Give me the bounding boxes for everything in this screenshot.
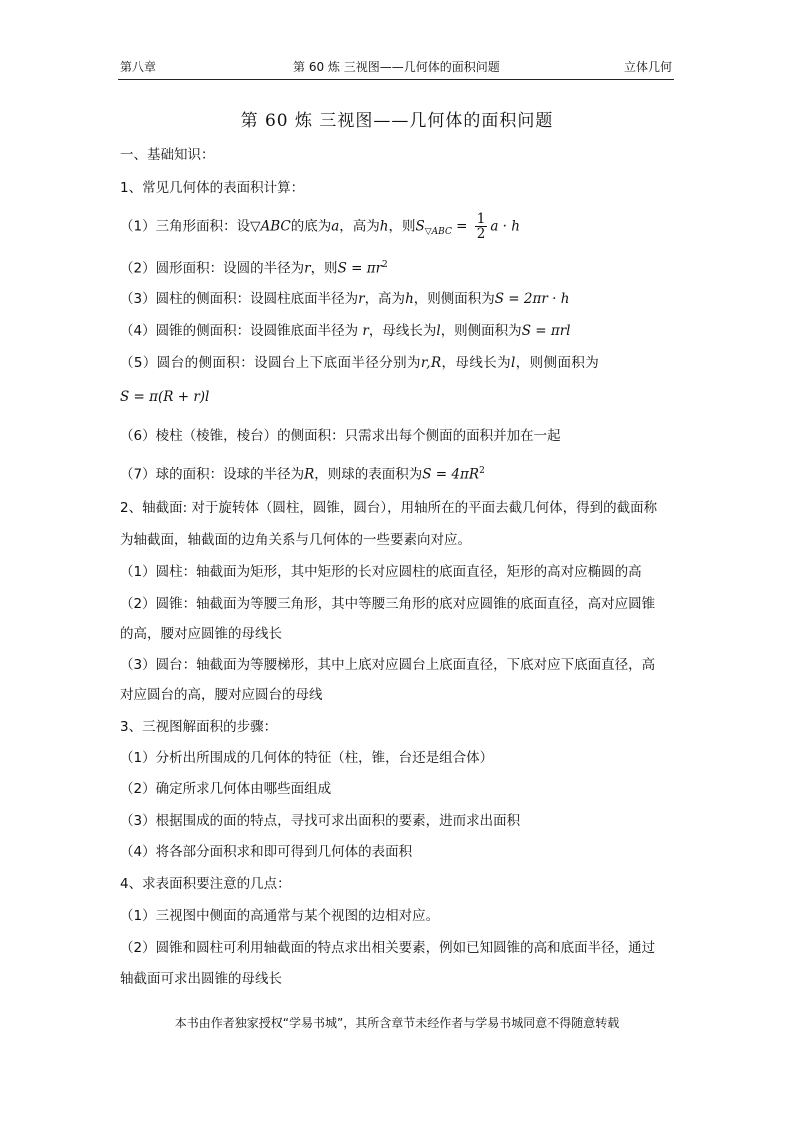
step-item: （4）将各部分面积求和即可得到几何体的表面积 xyxy=(120,844,413,860)
math-h: h xyxy=(379,218,389,235)
math-cylinder-formula: 2πr · h xyxy=(523,291,570,307)
step-item: （1）分析出所围成的几何体的特征（柱，锥，台还是组合体） xyxy=(120,750,494,766)
header-lesson: 第 60 炼 三视图——几何体的面积问题 xyxy=(293,60,500,74)
text: （4）圆锥的侧面积：设圆锥底面半径为 xyxy=(120,323,359,339)
subsection-surface-area: 1、常见几何体的表面积计算： xyxy=(120,180,305,196)
subsection-axial-section: 2、轴截面: 对于旋转体（圆柱，圆锥，圆台），用轴所在的平面去截几何体，得到的截面称 xyxy=(120,500,658,516)
math-h: h xyxy=(405,291,414,307)
item-frustum-lateral xyxy=(120,354,676,372)
item-cone-lateral xyxy=(120,322,676,340)
section-heading-basics: 一、基础知识： xyxy=(120,147,215,163)
math-S: S xyxy=(521,323,531,339)
item-sphere-area xyxy=(120,462,676,484)
math-radii: r,R xyxy=(420,355,442,371)
math-a-dot-h: a · h xyxy=(490,218,520,235)
math-equals: = xyxy=(504,291,524,307)
step-item: （2）确定所求几何体由哪些面组成 xyxy=(120,781,332,797)
text: （5）圆台的侧面积：设圆台上下底面半径分别为 xyxy=(120,355,421,371)
math-equals: = xyxy=(431,466,452,483)
item-frustum-formula xyxy=(120,388,676,406)
fraction-denominator: 2 xyxy=(476,226,486,242)
math-r: r xyxy=(362,323,369,339)
text: （7）球的面积：设球的半径为 xyxy=(120,466,305,483)
item-circle-area xyxy=(120,256,676,278)
item-prism-lateral: （6）棱柱（棱锥，棱台）的侧面积：只需求出每个侧面的面积并加在一起 xyxy=(120,428,561,444)
math-equals: = xyxy=(530,323,551,339)
paragraph-line: 为轴截面，轴截面的边角关系与几何体的一些要素向对应。 xyxy=(120,532,471,548)
math-circle-formula: πr xyxy=(366,260,383,277)
note-item: （1）三视图中侧面的高通常与某个视图的边相对应。 xyxy=(120,908,440,924)
math-cone-formula: πrl xyxy=(550,323,571,339)
header-subject: 立体几何 xyxy=(623,60,672,74)
math-l: l xyxy=(436,323,441,339)
math-triangle: ▽ABC xyxy=(250,218,291,235)
math-equals: = xyxy=(346,260,367,277)
math-S: S xyxy=(415,218,425,235)
note-item: （2）圆锥和圆柱可利用轴截面的特点求出相关要素，例如已知圆锥的高和底面半径，通过 xyxy=(120,940,656,956)
item-cone-axial: （2）圆锥：轴截面为等腰三角形，其中等腰三角形的底对应圆锥的底面直径，高对应圆锥 xyxy=(120,596,656,612)
subsection-notes: 4、求表面积要注意的几点： xyxy=(120,876,291,892)
header-divider xyxy=(118,79,674,80)
text: ，母线长为 xyxy=(368,323,437,339)
text: ，高为 xyxy=(339,218,380,235)
math-r: r xyxy=(358,291,365,307)
math-l: l xyxy=(511,355,516,371)
text: ，母线长为 xyxy=(441,355,512,371)
math-equals: = xyxy=(451,218,472,235)
text: ，则球的表面积为 xyxy=(314,466,423,483)
math-square: 2 xyxy=(382,260,388,270)
math-S: S xyxy=(422,466,432,483)
paragraph-line: 轴截面可求出圆锥的母线长 xyxy=(120,971,282,987)
text: ，则侧面积为 xyxy=(413,291,495,307)
math-fraction xyxy=(475,212,488,241)
text: ，高为 xyxy=(364,291,406,307)
header-chapter: 第八章 xyxy=(120,60,157,74)
text: （3）圆柱的侧面积：设圆柱底面半径为 xyxy=(120,291,359,307)
math-S: S xyxy=(337,260,347,277)
text: ，则 xyxy=(310,260,338,277)
text: （1）三角形面积：设 xyxy=(120,218,251,235)
copyright-footer: 本书由作者独家授权“学易书城”，其所含章节未经作者与学易书城同意不得随意转载 xyxy=(174,1016,620,1030)
step-item: （3）根据围成的面的特点，寻找可求出面积的要素，进而求出面积 xyxy=(120,813,521,829)
item-cylinder-lateral xyxy=(120,290,676,308)
math-square: 2 xyxy=(479,466,485,476)
subsection-steps: 3、三视图解面积的步骤： xyxy=(120,719,278,735)
page-title: 第 60 炼 三视图——几何体的面积问题 xyxy=(240,111,554,131)
paragraph-line: 对应圆台的高，腰对应圆台的母线 xyxy=(120,687,323,703)
math-sphere-formula: 4πR xyxy=(451,466,480,483)
text: 的底为 xyxy=(290,218,332,235)
text: ，则侧面积为 xyxy=(440,323,522,339)
math-r: r xyxy=(304,260,311,277)
text: ，则侧面积为 xyxy=(515,355,600,371)
item-triangle-area xyxy=(120,212,676,241)
item-cylinder-axial: （1）圆柱：轴截面为矩形，其中矩形的长对应圆柱的底面直径，矩形的高对应椭圆的高 xyxy=(120,564,642,580)
text: （2）圆形面积：设圆的半径为 xyxy=(120,260,305,277)
fraction-numerator: 1 xyxy=(476,211,486,227)
text: ，则 xyxy=(388,218,416,235)
math-R: R xyxy=(304,466,315,483)
paragraph-line: 的高，腰对应圆锥的母线长 xyxy=(120,626,282,642)
item-frustum-axial: （3）圆台：轴截面为等腰梯形，其中上底对应圆台上底面直径，下底对应下底面直径，高 xyxy=(120,657,656,673)
math-frustum-formula: S = π(R + r)l xyxy=(120,389,210,405)
math-subscript: ▽ABC xyxy=(424,227,452,238)
math-S: S xyxy=(494,291,505,307)
math-a: a xyxy=(331,218,340,235)
